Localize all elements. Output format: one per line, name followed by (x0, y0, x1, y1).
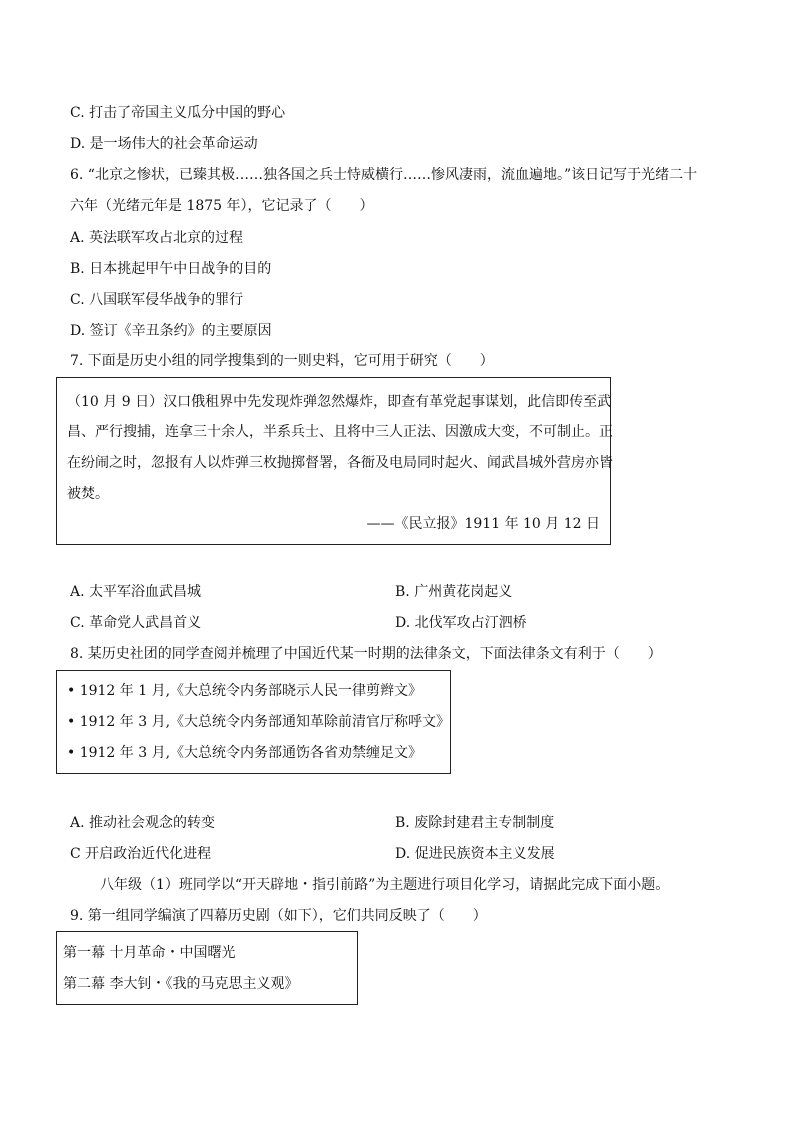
q5-option-d: D. 是一场伟大的社会革命运动 (70, 136, 258, 152)
q8-option-d: D. 促进民族资本主义发展 (395, 846, 555, 862)
q6-option-c: C. 八国联军侵华战争的罪行 (70, 292, 244, 308)
q8-law-item-3: • 1912 年 3 月,《大总统令内务部通饬各省劝禁缠足文》 (67, 745, 423, 761)
q8-law-item-1: • 1912 年 1 月,《大总统令内务部晓示人民一律剪辫文》 (67, 683, 423, 699)
q8-option-c: C 开启政治近代化进程 (70, 846, 212, 862)
q7-option-d: D. 北伐军攻占汀泗桥 (395, 615, 527, 631)
q8-law-box (56, 670, 451, 774)
q7-stem: 7. 下面是历史小组的同学搜集到的一则史料，它可用于研究（ ） (70, 353, 494, 369)
q7-excerpt-box (56, 377, 611, 545)
q7-excerpt-line3: 在纷闹之时，忽报有人以炸弹三枚抛掷督署，各衙及电局同时起火、闻武昌城外营房亦皆 (67, 455, 613, 471)
q6-stem-line2: 六年（光绪元年是 1875 年），它记录了（ ） (70, 198, 374, 214)
q6-option-a: A. 英法联军攻占北京的过程 (70, 230, 244, 246)
q8-option-b: B. 废除封建君主专制制度 (395, 815, 555, 831)
q5-option-c: C. 打击了帝国主义瓜分中国的野心 (70, 105, 286, 121)
q8-option-a: A. 推动社会观念的转变 (70, 815, 216, 831)
q7-option-c: C. 革命党人武昌首义 (70, 615, 202, 631)
q9-act-1: 第一幕 十月革命・中国曙光 (63, 945, 236, 961)
q9-act-2: 第二幕 李大钊・《我的马克思主义观》 (63, 976, 299, 992)
q7-excerpt-line4: 被焚。 (67, 486, 109, 502)
q9-play-box (56, 931, 358, 1005)
q6-stem-line1: 6. “北京之惨状，已臻其极……独各国之兵士恃威横行……惨风凄雨，流血遍地。”该日记写于光绪二十 (70, 167, 698, 183)
q7-excerpt-line1: （10 月 9 日）汉口俄租界中先发现炸弹忽然爆炸，即查有革党起事谋划，此信即传至武 (67, 394, 612, 410)
q6-option-d: D. 签订《辛丑条约》的主要原因 (70, 323, 272, 339)
project-intro: 八年级（1）班同学以“开天辟地・指引前路”为主题进行项目化学习，请据此完成下面小题。 (100, 877, 670, 893)
q7-option-b: B. 广州黄花岗起义 (395, 584, 513, 600)
q9-stem: 9. 第一组同学编演了四幕历史剧（如下），它们共同反映了（ ） (70, 908, 487, 924)
q8-stem: 8. 某历史社团的同学查阅并梳理了中国近代某一时期的法律条文，下面法律条文有利于（ ） (70, 646, 662, 662)
q7-source: ——《民立报》1911 年 10 月 12 日 (366, 516, 600, 532)
q7-excerpt-line2: 昌、严行搜捕，连拿三十余人，半系兵士、且将中三人正法、因激成大变，不可制止。正 (67, 424, 613, 440)
q6-option-b: B. 日本挑起甲午中日战争的目的 (70, 261, 272, 277)
q8-law-item-2: • 1912 年 3 月,《大总统令内务部通知革除前清官厅称呼文》 (67, 714, 451, 730)
q7-option-a: A. 太平军浴血武昌城 (70, 584, 202, 600)
